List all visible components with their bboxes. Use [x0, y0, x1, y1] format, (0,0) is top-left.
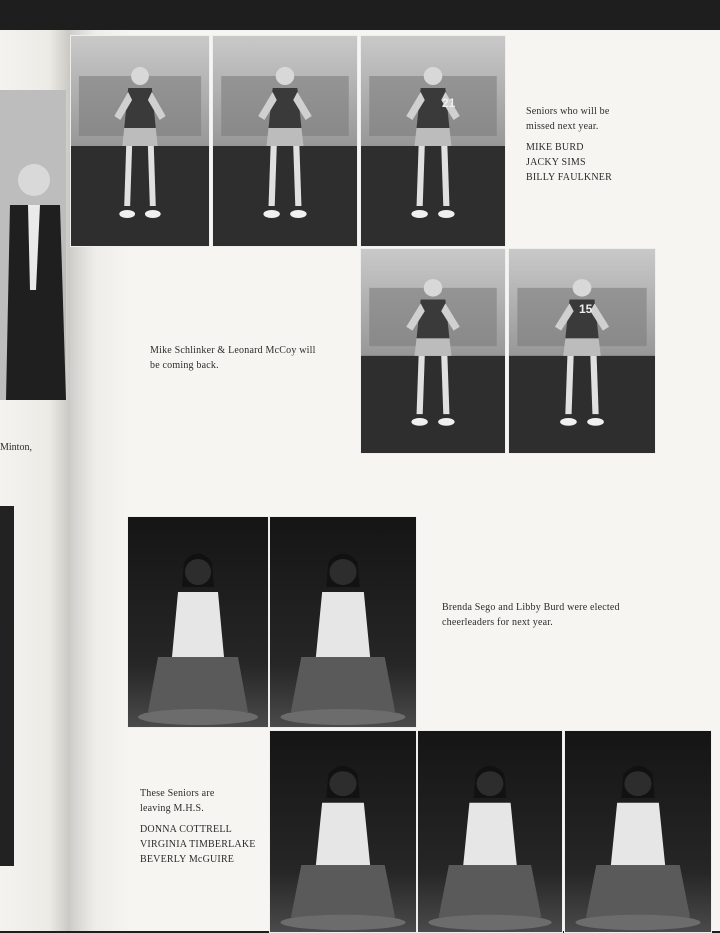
senior-name: BILLY FAULKNER — [526, 172, 612, 183]
caption-line-2: leaving M.H.S. — [140, 803, 204, 814]
caption-line-1: Mike Schlinker & Leonard McCoy will — [150, 345, 316, 356]
left-page-photo — [0, 90, 66, 400]
player-photo-3 — [360, 35, 506, 247]
leaving-seniors-caption — [140, 786, 256, 867]
cheerleader-photo-4 — [417, 730, 563, 933]
caption-line-1: Brenda Sego and Libby Burd were elected — [442, 602, 620, 613]
jersey-number: 21 — [442, 96, 456, 110]
left-page-edge — [0, 30, 70, 931]
cheerleader-photo-2 — [269, 516, 417, 728]
senior-name: JACKY SIMS — [526, 157, 586, 168]
caption-line-1: Seniors who will be — [526, 106, 610, 117]
seniors-basketball-caption — [526, 104, 612, 185]
elected-cheerleaders-caption — [442, 600, 620, 630]
cheerleader-photo-1 — [127, 516, 269, 728]
left-page-caption: Minton, — [0, 442, 32, 453]
caption-line-2: be coming back. — [150, 360, 219, 371]
cheerleader-photo-3 — [269, 730, 417, 933]
left-page-photo-lower — [0, 506, 14, 866]
yearbook-page — [70, 30, 720, 931]
player-photo-4 — [360, 248, 506, 454]
caption-line-2: missed next year. — [526, 121, 599, 132]
returning-players-caption — [150, 343, 316, 373]
caption-line-1: These Seniors are — [140, 788, 215, 799]
senior-name: VIRGINIA TIMBERLAKE — [140, 839, 256, 850]
player-photo-1 — [70, 35, 210, 247]
senior-names-list — [526, 140, 612, 185]
leaving-names-list — [140, 822, 256, 867]
senior-name: MIKE BURD — [526, 142, 584, 153]
senior-name: DONNA COTTRELL — [140, 824, 232, 835]
senior-name: BEVERLY McGUIRE — [140, 854, 235, 865]
cheerleader-photo-5 — [564, 730, 712, 933]
player-photo-5 — [508, 248, 656, 454]
player-photo-2 — [212, 35, 358, 247]
jersey-number: 15 — [579, 302, 593, 316]
caption-line-2: cheerleaders for next year. — [442, 617, 553, 628]
